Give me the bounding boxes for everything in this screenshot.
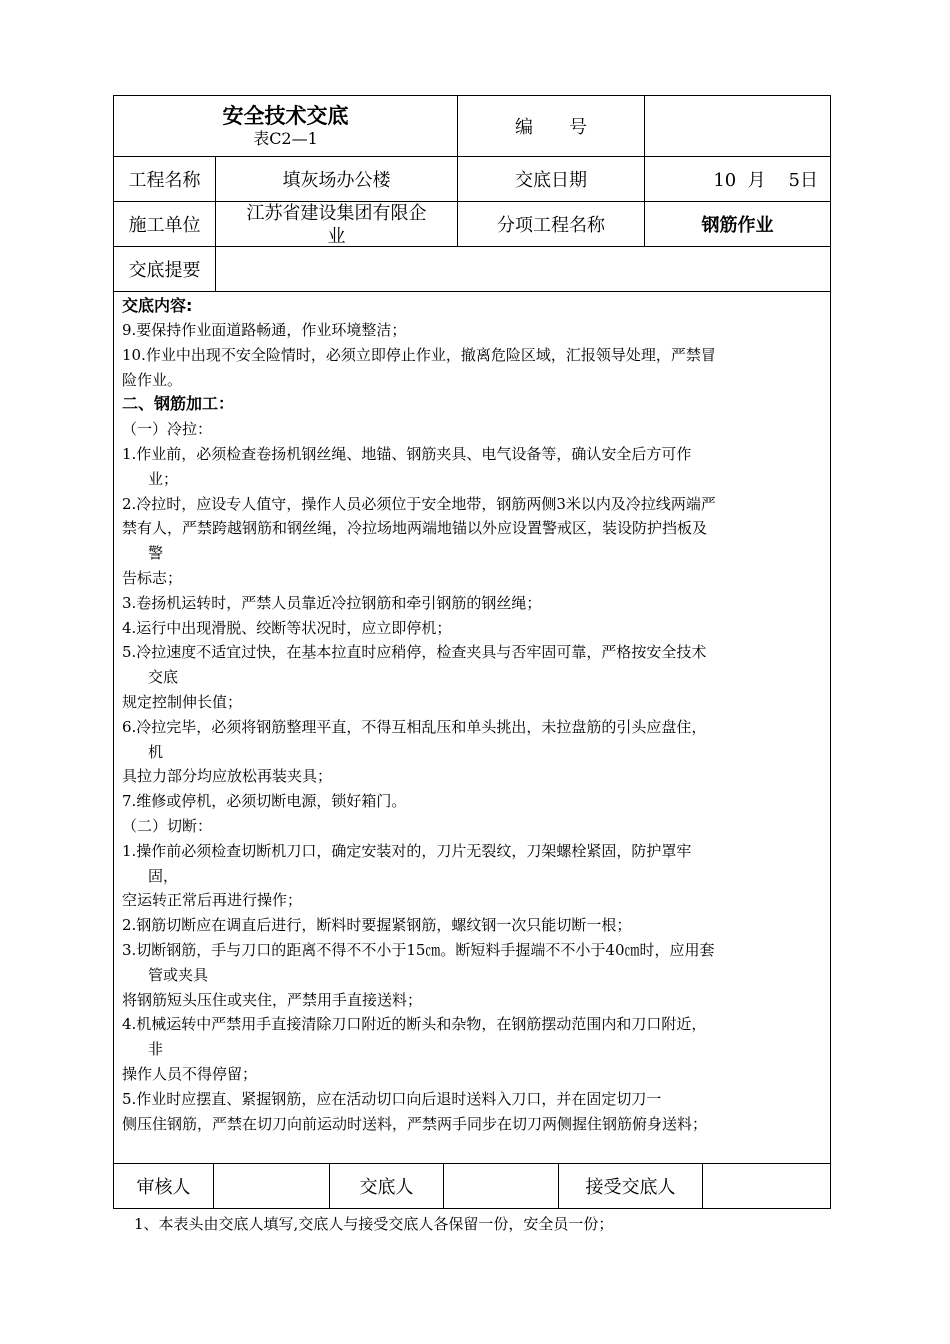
content-line: 2.冷拉时，应设专人值守，操作人员必须位于安全地带，钢筋两侧3米以内及冷拉线两端严 [122, 494, 716, 513]
section-heading: 二、钢筋加工： [122, 394, 235, 414]
reviewer-label: 审核人 [136, 1177, 191, 1198]
content-line: 4.运行中出现滑脱、绞断等状况时，应立即停机； [122, 618, 452, 637]
content-line: 2.钢筋切断应在调直后进行，断料时要握紧钢筋，螺纹钢一次只能切断一根； [122, 916, 632, 935]
contractor-label: 施工单位 [128, 215, 201, 236]
subproject-label: 分项工程名称 [497, 215, 605, 236]
content-line: （一）冷拉： [122, 420, 213, 439]
contractor-value-line: 业 [327, 226, 346, 246]
date-value[interactable]: 10 月 5日 [713, 170, 818, 191]
content-line: 1.操作前必须检查切断机刀口，确定安装对的，刀片无裂纹，刀架螺栓紧固，防护罩牢 [122, 841, 692, 860]
content-line: 9.要保持作业面道路畅通，作业环境整洁； [122, 321, 407, 339]
footnote: 1、本表头由交底人填写,交底人与接受交底人各保留一份，安全员一份； [134, 1215, 614, 1233]
content-line: 警 [148, 544, 164, 563]
content-line: 险作业。 [122, 370, 183, 389]
summary-label: 交底提要 [128, 260, 201, 281]
row-divider [113, 291, 831, 292]
content-line: 1.作业前，必须检查卷扬机钢丝绳、地锚、钢筋夹具、电气设备等，确认安全后方可作 [122, 445, 692, 463]
discloser-label: 交底人 [359, 1177, 414, 1198]
content-line: 3.卷扬机运转时，严禁人员靠近冷拉钢筋和牵引钢筋的钢丝绳； [122, 593, 542, 612]
content-line: 6.冷拉完毕，必须将钢筋整理平直，不得互相乱压和单头挑出，未拉盘筋的引头应盘住， [122, 717, 707, 736]
content-line: 侧压住钢筋，严禁在切刀向前运动时送料，严禁两手同步在切刀两侧握住钢筋俯身送料； [122, 1114, 708, 1133]
form-title: 安全技术交底 [222, 103, 349, 128]
date-label: 交底日期 [515, 170, 587, 191]
content-line: 业； [148, 469, 179, 488]
number-value[interactable] [645, 96, 830, 156]
content-line: 5.冷拉速度不适宜过快，在基本拉直时应稍停，检查夹具与否牢固可靠，严格按安全技术 [122, 643, 707, 662]
content-line: 7.维修或停机，必须切断电源，锁好箱门。 [122, 792, 407, 811]
content-line: 4.机械运转中严禁用手直接清除刀口附近的断头和杂物，在钢筋摆动范围内和刀口附近， [122, 1015, 707, 1034]
content-line: （二）切断： [122, 817, 213, 835]
content-line: 管或夹具 [148, 965, 209, 984]
content-line: 将钢筋短头压住或夹住，严禁用手直接送料； [122, 990, 423, 1009]
content-line: 3.切断钢筋，手与刀口的距离不得不不小于15㎝。断短料手握端不不小于40㎝时，应用套 [122, 941, 715, 959]
content-line: 机 [148, 742, 164, 761]
project-name-label: 工程名称 [128, 170, 201, 191]
content-line: 固， [148, 866, 179, 885]
content-line: 交底 [148, 668, 179, 687]
content-line: 空运转正常后再进行操作； [122, 891, 303, 910]
contractor-value-line: 江苏省建设集团有限企 [246, 203, 427, 224]
summary-value[interactable] [216, 247, 830, 291]
number-label: 编 号 [515, 117, 587, 138]
content-heading: 交底内容: [122, 296, 193, 315]
receiver-signature[interactable] [703, 1164, 830, 1208]
content-line: 禁有人，严禁跨越钢筋和钢丝绳，冷拉场地两端地锚以外应设置警戒区，装设防护挡板及 [122, 519, 708, 538]
content-line: 5.作业时应摆直、紧握钢筋，应在活动切口向后退时送料入刀口，并在固定切刀一 [122, 1089, 662, 1108]
reviewer-signature[interactable] [214, 1164, 329, 1208]
project-name-value[interactable]: 填灰场办公楼 [282, 170, 391, 191]
content-line: 告标志； [122, 569, 183, 587]
content-line: 具拉力部分均应放松再装夹具； [122, 767, 333, 786]
receiver-label: 接受交底人 [585, 1177, 676, 1198]
content-line: 操作人员不得停留； [122, 1065, 258, 1083]
content-line: 规定控制伸长值； [122, 693, 243, 711]
contractor-value[interactable] [216, 202, 457, 246]
content-line: 非 [148, 1040, 164, 1059]
form-code: 表C2—1 [253, 129, 318, 148]
subproject-value[interactable]: 钢筋作业 [701, 215, 774, 236]
form-title-block [114, 96, 457, 156]
discloser-signature[interactable] [444, 1164, 558, 1208]
content-line: 10.作业中出现不安全险情时，必须立即停止作业，撤离危险区域，汇报领导处理，严禁冒 [122, 345, 716, 364]
